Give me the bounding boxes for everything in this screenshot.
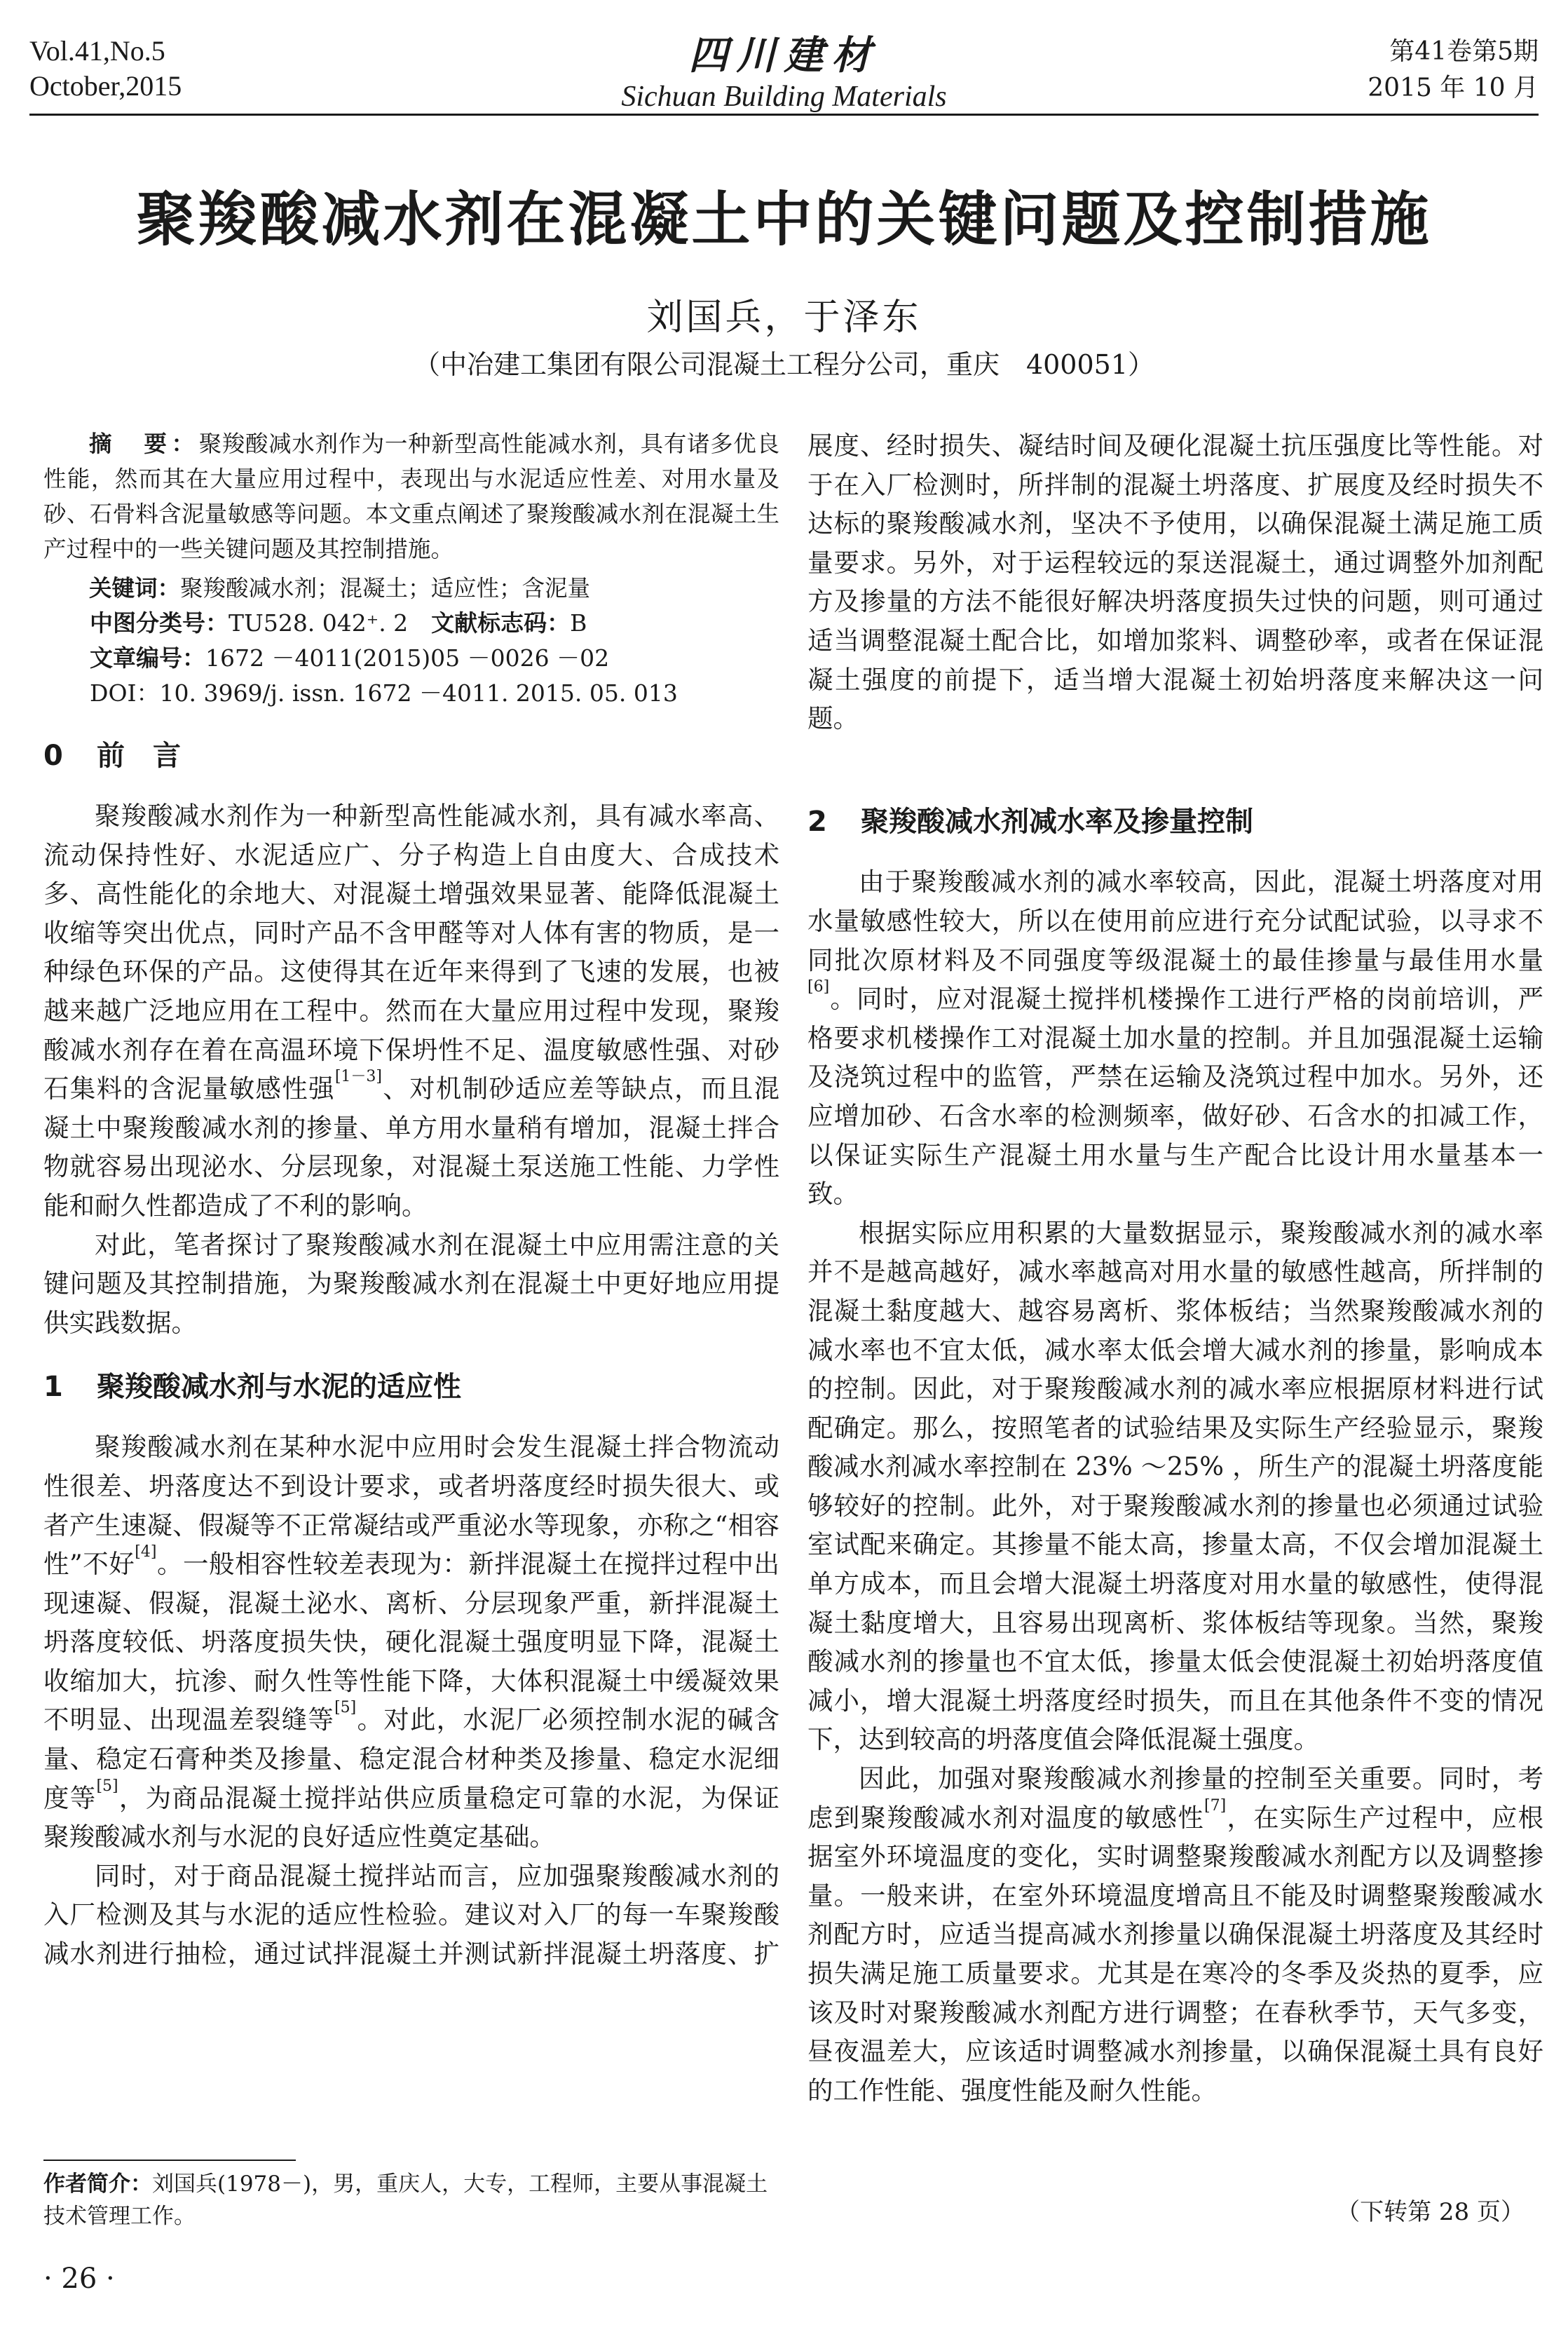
doc-code-label: 文献标志码： <box>431 609 571 637</box>
article-number-label: 文章编号： <box>90 644 205 672</box>
paper-authors: 刘国兵，于泽东 <box>646 297 922 339</box>
keywords-label: 关键词： <box>89 575 181 602</box>
footnote-text: 刘国兵(1978－)，男，重庆人，大专，工程师，主要从事混凝土技术管理工作。 <box>43 2171 768 2229</box>
paragraph-text: 、对机制砂适应差等缺点，而且混凝土中聚羧酸减水剂的掺量、单方用水量稍有增加，混凝土拌合物就容易出现泌水、分层现象，对混凝土泵送施工性能、力学性能和耐久性都造成了不利的影响。 <box>43 1073 780 1221</box>
clc-value: TU528. 042⁺. 2 <box>229 609 409 637</box>
paragraph-text: 同时，对于商品混凝土搅拌站而言，应加强聚羧酸减水剂的入厂检测及其与水泥的适应性检验。建议对入厂的每一车聚羧酸减水剂进行抽检，通过试拌混凝土并测试新拌混凝土坍落度、扩 <box>43 1860 779 1970</box>
section-number: 1 <box>43 1371 63 1404</box>
keywords-text: 聚羧酸减水剂；混凝土；适应性；含泥量 <box>180 575 591 602</box>
paragraph-text: ，为商品混凝土搅拌站供应质量稳定可靠的水泥，为保证聚羧酸减水剂与水泥的良好适应性奠定基础。 <box>43 1782 779 1852</box>
classification-line <box>43 606 779 641</box>
abstract <box>43 426 779 567</box>
section-heading-0 <box>43 735 779 777</box>
paragraph-text: 聚羧酸减水剂在某种水泥中应用时会发生混凝土拌合物流动性很差、坍落度达不到设计要求，或者坍落度经时损失很大、或者产生速凝、假凝等不正常凝结或严重泌水等现象，亦称之“相容性”不好 <box>43 1432 779 1580</box>
paragraph-text: 聚羧酸减水剂作为一种新型高性能减水剂，具有减水率高、流动保持性好、水泥适应广、分子构造上自由度大、合成技术多、高性能化的余地大、对混凝土增强效果显著、能降低混凝土收缩等突出优点，同时产品不含甲醛等对人体有害的物质，是一种绿色环保的产品。这使得其在近年来得到了飞速的发展，也被越来越广泛地应用在工程中。然而在大量应用过程中发现，聚羧酸减水剂存在着在高温环境下保坍性不足、温度敏感性强、对砂石集料的含泥量敏感性强 <box>43 801 779 1104</box>
paragraph-text: 展度、经时损失、凝结时间及硬化混凝土抗压强度比等性能。对于在入厂检测时，所拌制的混凝土坍落度、扩展度及经时损失不达标的聚羧酸减水剂，坚决不予使用，以确保混凝土满足施工质量要求。另外，对于运程较远的泵送混凝土，通过调整外加剂配方及掺量的方法不能很好解决坍落度损失过快的问题，则可通过适当调整混凝土配合比，如增加浆料、调整砂率，或者在保证混凝土强度的前提下，适当增大混凝土初始坍落度来解决这一问题。 <box>807 430 1543 734</box>
paragraph-text: 。同时，应对混凝土搅拌机楼操作工进行严格的岗前培训，严格要求机楼操作工对混凝土加水量的控制。并且加强混凝土运输及浇筑过程中的监管，严禁在运输及浇筑过程中加水。另外，还应增加砂、石含水率的检测频率，做好砂、石含水的扣减工作，以保证实际生产混凝土用水量与生产配合比设计用水量基本一致。 <box>807 984 1543 1209</box>
footnote-divider <box>43 2160 296 2161</box>
paragraph-continuation <box>807 426 1543 777</box>
doc-code-value: B <box>570 609 587 637</box>
section-title: 聚羧酸减水剂减水率及掺量控制 <box>861 806 1253 839</box>
paragraph-text: 。一般相容性较差表现为：新拌混凝土在搅拌过程中出现速凝、假凝，混凝土泌水、离析、分层现象严重，新拌混凝土坍落度较低、坍落度损失快，硬化混凝土强度明显下降，混凝土收缩加大，抗渗、耐久性等性能下降，大体积混凝土中缓凝效果不明显、出现温差裂缝等 <box>43 1549 779 1735</box>
paragraph <box>43 797 779 1226</box>
abstract-label: 摘 要： <box>89 431 199 457</box>
journal-masthead <box>29 34 1539 114</box>
citation: [1－3] <box>334 1068 382 1086</box>
running-header <box>29 34 1539 118</box>
paragraph-text: 。对此，水泥厂必须控制水泥的碱含量、稳定石膏种类及掺量、稳定混合材种类及掺量、稳定水泥细度等 <box>43 1704 779 1813</box>
citation: [7] <box>1204 1796 1227 1815</box>
citation: [5] <box>96 1777 118 1795</box>
paper-title: 聚羧酸减水剂在混凝土中的关键问题及控制措施 <box>136 185 1432 254</box>
paragraph-text: ，在实际生产过程中，应根据室外环境温度的变化，实时调整聚羧酸减水剂配方以及调整掺量。一般来讲，在室外环境温度增高且不能及时调整聚羧酸减水剂配方时，应适当提高减水剂掺量以确保混凝土坍落度及其经时损失满足施工质量要求。尤其是在寒冷的冬季及炎热的夏季，应该及时对聚羧酸减水剂配方进行调整；在春秋季节，天气多变，昼夜温差大，应该适时调整减水剂掺量，以确保混凝土具有良好的工作性能、强度性能及耐久性能。 <box>807 1802 1543 2106</box>
article-number-value: 1672 －4011(2015)05 －0026 －02 <box>205 644 610 672</box>
article-number-line <box>43 641 779 676</box>
abstract-text: 聚羧酸减水剂作为一种新型高性能减水剂，具有诸多优良性能，然而其在大量应用过程中，表现出与水泥适应性差、对用水量及砂、石骨料含泥量敏感等问题。本文重点阐述了聚羧酸减水剂在混凝土生产过程中的一些关键问题及其控制措施。 <box>43 431 779 562</box>
paragraph: 对此，笔者探讨了聚羧酸减水剂在混凝土中应用需注意的关键问题及其控制措施，为聚羧酸减水剂在混凝土中更好地应用提供实践数据。 <box>43 1229 779 1338</box>
volume-number-cn: 第41卷第5期 <box>1389 37 1539 66</box>
paragraph <box>807 862 1543 1213</box>
volume-number: Vol.41,No.5 <box>29 35 165 67</box>
paragraph-text: 由于聚羧酸减水剂的减水率较高，因此，混凝土坍落度对用水量敏感性较大，所以在使用前应进行充分试配试验，以寻求不同批次原材料及不同强度等级混凝土的最佳掺量与最佳用水量 <box>807 867 1543 975</box>
section-title: 聚羧酸减水剂与水泥的适应性 <box>97 1371 461 1404</box>
author-footnote <box>43 2168 779 2232</box>
issue-date-en: October,2015 <box>29 70 182 102</box>
section-title: 前 言 <box>97 740 181 772</box>
citation: [5] <box>334 1699 357 1717</box>
right-column <box>807 426 1543 2110</box>
section-heading-2 <box>807 801 1543 843</box>
paragraph <box>807 1759 1543 2110</box>
author-affiliation: （中冶建工集团有限公司混凝土工程分公司，重庆 400051） <box>413 349 1155 380</box>
citation: [4] <box>135 1543 157 1561</box>
section-number: 2 <box>807 806 827 839</box>
section-number: 0 <box>43 740 63 772</box>
footnote-label: 作者简介： <box>43 2171 152 2197</box>
left-column <box>43 426 779 1974</box>
journal-name-en: Sichuan Building Materials <box>621 81 947 113</box>
volume-info-cn <box>1368 34 1539 107</box>
paragraph-continued <box>43 1857 779 1974</box>
citation: [6] <box>807 978 830 996</box>
section-heading-1 <box>43 1366 779 1408</box>
clc-label: 中图分类号： <box>90 609 229 637</box>
paragraph <box>43 1428 779 1857</box>
page-number: · 26 · <box>43 2263 115 2295</box>
issue-date-cn: 2015 年 10 月 <box>1368 74 1539 102</box>
keywords <box>43 571 779 606</box>
doi-line: DOI：10. 3969/j. issn. 1672 －4011. 2015. 05. 013 <box>90 679 678 707</box>
paragraph: 根据实际应用积累的大量数据显示，聚羧酸减水剂的减水率并不是越高越好，减水率越高对用水量的敏感性越高，所拌制的混凝土黏度越大、越容易离析、浆体板结；当然聚羧酸减水剂的减水率也不宜太低，减水率太低会增大减水剂的掺量，影响成本的控制。因此，对于聚羧酸减水剂的减水率应根据原材料进行试配确定。那么，按照笔者的试验结果及实际生产经验显示，聚羧酸减水剂减水率控制在 23% ～25% ，所生产的混凝土坍落度能够较好的控制。此外，对于聚羧酸减水剂的掺量也必须通过试验室试配来确定。其掺量不能太高，掺量太高，不仅会增加混凝土单方成本，而且会增大混凝土坍落度对用水量的敏感性，使得混凝土黏度增大，且容易出现离析、浆体板结等现象。当然，聚羧酸减水剂的掺量也不宜太低，掺量太低会使混凝土初始坍落度值减小，增大混凝土坍落度经时损失，而且在其他条件不变的情况下，达到较高的坍落度值会降低混凝土强度。 <box>807 1217 1543 1755</box>
paragraph-text: 因此，加强对聚羧酸减水剂掺量的控制至关重要。同时，考虑到聚羧酸减水剂对温度的敏感性 <box>807 1763 1543 1833</box>
journal-logo: 四川建材 <box>688 32 880 79</box>
header-divider <box>29 114 1539 116</box>
continued-note: （下转第 28 页） <box>1336 2198 1525 2226</box>
